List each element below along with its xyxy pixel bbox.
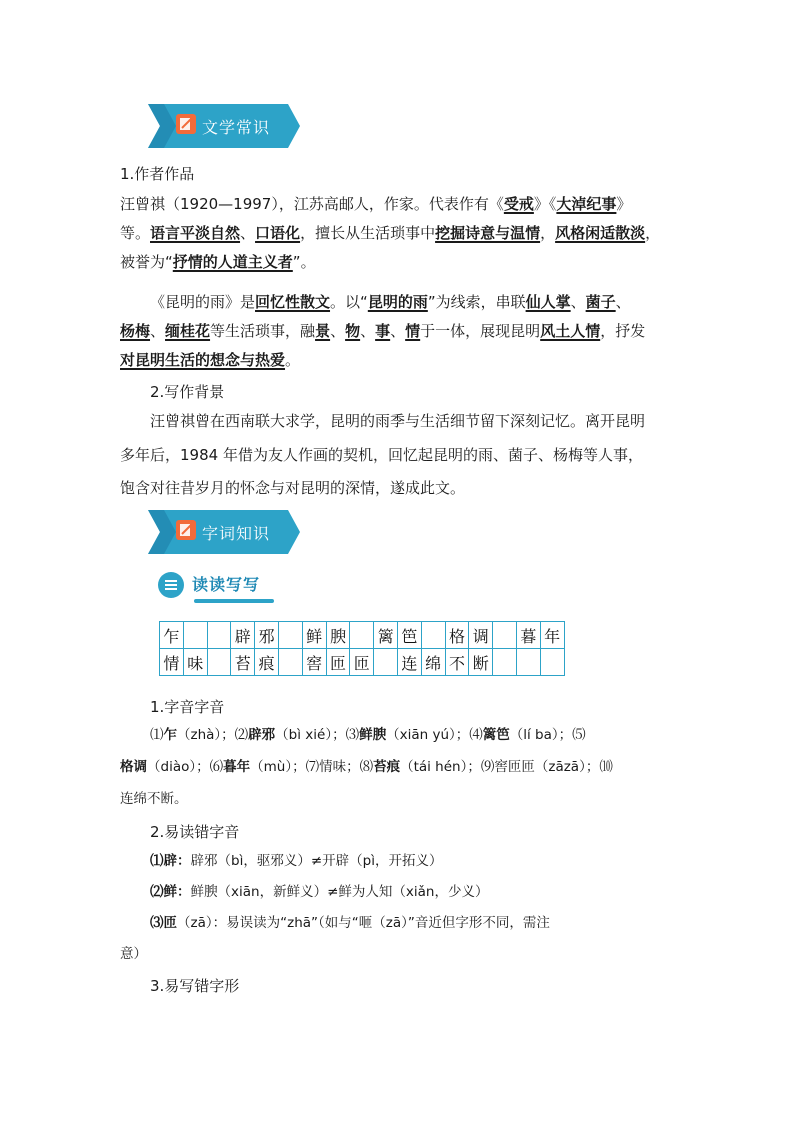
grid-cell: 匝 (350, 649, 374, 676)
misread-line-3 (150, 908, 690, 939)
grid-cell: 不 (445, 649, 469, 676)
character-grid (159, 621, 565, 676)
text: （diào）；⑹ (147, 759, 224, 775)
section-banner-literature (148, 104, 300, 148)
text: ，擅长从生活琐事中 (300, 224, 436, 242)
text: ”。 (292, 253, 316, 271)
grid-cell (374, 649, 398, 676)
grid-cell: 篱 (374, 622, 398, 649)
grid-cell: 乍 (160, 622, 184, 649)
grid-cell: 年 (540, 622, 564, 649)
key-term: 受戒 (503, 195, 534, 213)
misread-line-1 (150, 846, 710, 877)
pencil-note-icon (176, 520, 196, 540)
text: 、 (150, 322, 166, 340)
list-icon (158, 572, 184, 598)
author-paragraph-2-cont (120, 317, 680, 375)
key-term: 口语化 (255, 224, 301, 242)
text: 、 (390, 322, 406, 340)
text: ， (645, 224, 661, 242)
misread-heading: 2.易读错字音 (150, 823, 240, 841)
text: 被誉为“ (120, 253, 173, 271)
grid-cell: 味 (183, 649, 207, 676)
text: 《昆明的雨》是 (150, 293, 256, 311)
text: ”为线索，串联 (427, 293, 526, 311)
grid-cell: 情 (160, 649, 184, 676)
grid-cell: 窖 (302, 649, 326, 676)
text: 等。 (120, 224, 151, 242)
word: 乍 (163, 727, 177, 743)
text: 鲜腴（xiān，新鲜义）≠鲜为人知（xiǎn，少义） (190, 884, 489, 900)
background-line-2: 多年后，1984 年借为友人作画的契机，回忆起昆明的雨、菌子、杨梅等人事， (120, 446, 643, 464)
key-term: 挖掘诗意与温情 (435, 224, 541, 242)
text: ，抒发 (600, 322, 646, 340)
misread-line-2 (150, 877, 710, 908)
grid-cell (350, 622, 374, 649)
key-term: 抒情的人道主义者 (172, 253, 293, 271)
title-underline (194, 599, 274, 603)
miswrite-heading: 3.易写错字形 (150, 977, 240, 995)
text: 。以“ (330, 293, 368, 311)
grid-cell (493, 649, 517, 676)
word: 暮年 (223, 759, 251, 775)
key-term: 对昆明生活的想念与热爱 (120, 351, 286, 369)
grid-cell: 腴 (326, 622, 350, 649)
text: 于一体，展现昆明 (420, 322, 541, 340)
grid-cell: 暮 (516, 622, 540, 649)
key-term: 昆明的雨 (367, 293, 428, 311)
grid-cell: 调 (469, 622, 493, 649)
section-banner-vocabulary (148, 510, 300, 554)
word: 辟邪 (248, 727, 276, 743)
key-term: 情 (405, 322, 421, 340)
text: 》《 (533, 195, 557, 213)
grid-cell: 辟 (231, 622, 255, 649)
word: 苔痕 (373, 759, 401, 775)
key-term: 大淖纪事 (556, 195, 617, 213)
key-term: 语言平淡自然 (150, 224, 241, 242)
text: 。 (285, 351, 301, 369)
text: ⑴ (150, 727, 164, 743)
readwrite-title: 读读写写 (192, 575, 261, 594)
key-term: 回忆性散文 (255, 293, 331, 311)
word: 鲜腴 (359, 727, 387, 743)
author-heading: 1.作者作品 (120, 165, 195, 183)
grid-cell: 连 (397, 649, 421, 676)
text: （zhà）；⑵ (177, 727, 249, 743)
text: 》 (616, 195, 632, 213)
grid-cell (421, 622, 445, 649)
readwrite-header (158, 568, 278, 604)
grid-cell: 绵 (421, 649, 445, 676)
grid-cell: 苔 (231, 649, 255, 676)
pencil-note-icon (176, 114, 196, 134)
key-term: 景 (315, 322, 331, 340)
text: 汪曾祺（1920—1997），江苏高邮人，作家。代表作有《 (120, 195, 504, 213)
grid-cell (516, 649, 540, 676)
grid-cell: 断 (469, 649, 493, 676)
key-term: 物 (345, 322, 361, 340)
text: 、 (360, 322, 376, 340)
grid-cell: 鲜 (302, 622, 326, 649)
grid-cell (278, 622, 302, 649)
grid-cell (278, 649, 302, 676)
text: 、 (570, 293, 586, 311)
background-line-3: 饱含对往昔岁月的怀念与对昆明的深情，遂成此文。 (120, 479, 466, 497)
grid-row (160, 649, 565, 676)
grid-cell (493, 622, 517, 649)
grid-cell: 格 (445, 622, 469, 649)
text: （mù）；⑺情味；⑻ (250, 759, 374, 775)
key-term: 事 (375, 322, 391, 340)
pronunciation-line-1 (150, 720, 700, 751)
word: ⑶匝 (150, 915, 177, 931)
grid-cell: 笆 (397, 622, 421, 649)
pronunciation-line-2 (120, 752, 700, 783)
text: ， (540, 224, 556, 242)
word: ⑴辟： (150, 853, 191, 869)
word: 篱笆 (482, 727, 510, 743)
text: （zā）：易误读为“zhā”（如与“咂（zā）”音近但字形不同，需注 (177, 915, 550, 931)
key-term: 仙人掌 (525, 293, 571, 311)
word: 格调 (120, 759, 147, 775)
text: （bì xié）；⑶ (275, 727, 360, 743)
text: 、 (330, 322, 346, 340)
text: （tái hén）；⑼窖匝匝（zāzā）；⑽ (400, 759, 613, 775)
misread-line-4: 意） (120, 946, 147, 962)
key-term: 菌子 (585, 293, 616, 311)
grid-cell: 匝 (326, 649, 350, 676)
grid-cell (207, 649, 231, 676)
grid-cell (540, 649, 564, 676)
text: 、 (615, 293, 631, 311)
grid-cell (207, 622, 231, 649)
section-title: 字词知识 (202, 524, 271, 543)
text: 、 (240, 224, 256, 242)
grid-row (160, 622, 565, 649)
background-line-1: 汪曾祺曾在西南联大求学，昆明的雨季与生活细节留下深刻记忆。离开昆明 (150, 412, 646, 430)
grid-cell: 痕 (255, 649, 279, 676)
pronunciation-line-3: 连绵不断。 (120, 791, 188, 807)
text: （lí ba）；⑸ (509, 727, 586, 743)
author-paragraph-1 (120, 190, 680, 277)
text: 辟邪（bì，驱邪义）≠开辟（pì，开拓义） (190, 853, 443, 869)
key-term: 缅桂花 (165, 322, 211, 340)
text: 等生活琐事，融 (210, 322, 316, 340)
grid-cell (183, 622, 207, 649)
word: ⑵鲜： (150, 884, 191, 900)
background-heading: 2.写作背景 (150, 383, 225, 401)
key-term: 杨梅 (120, 322, 151, 340)
text: （xiān yú）；⑷ (386, 727, 483, 743)
key-term: 风格闲适散淡 (555, 224, 646, 242)
key-term: 风土人情 (540, 322, 601, 340)
section-title: 文学常识 (202, 118, 271, 137)
pronunciation-heading: 1.字音字音 (150, 698, 225, 716)
author-paragraph-2 (150, 288, 690, 317)
grid-cell: 邪 (255, 622, 279, 649)
